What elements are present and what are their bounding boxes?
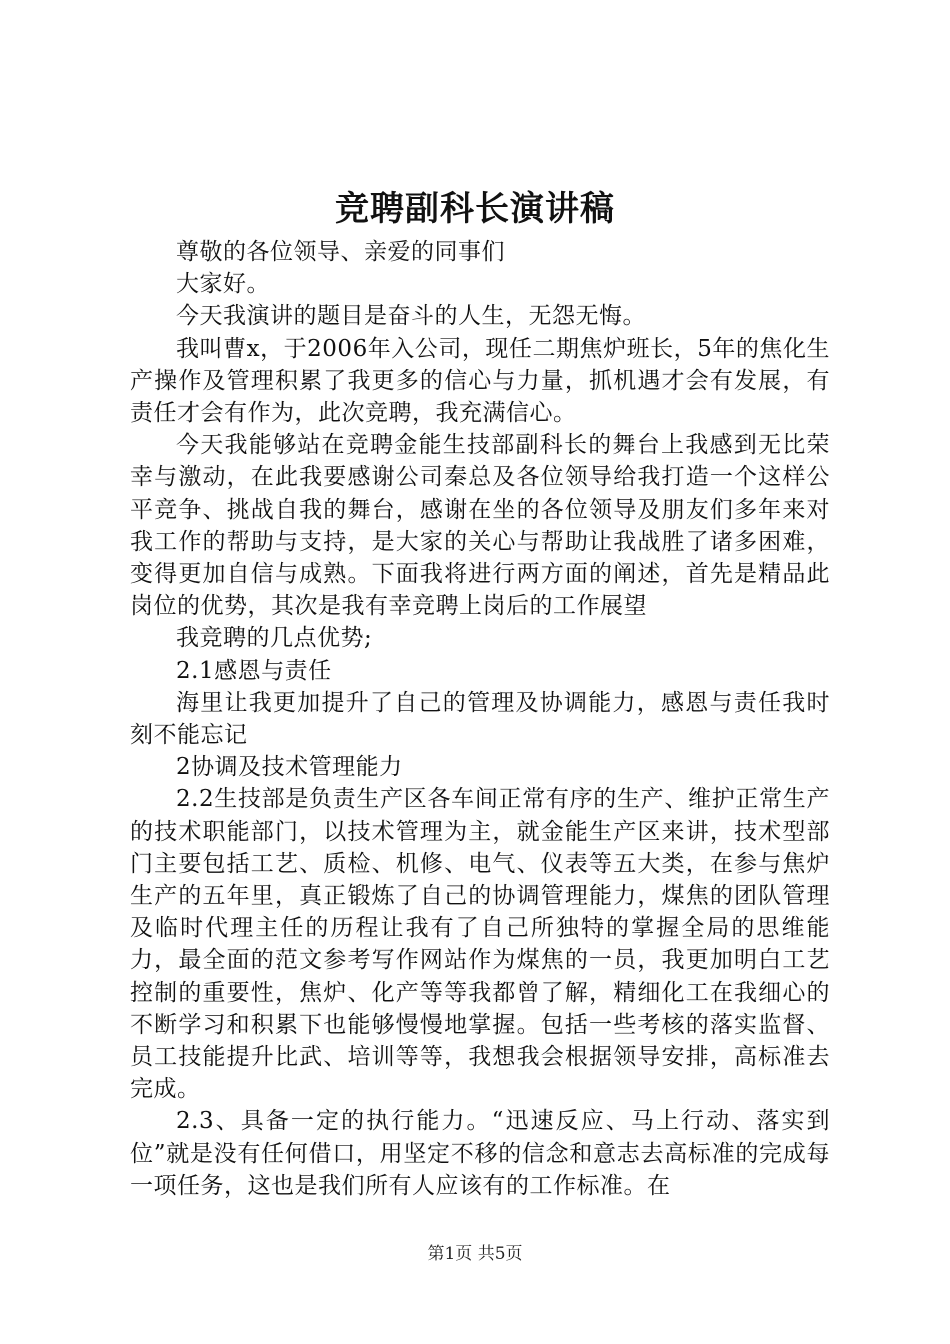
paragraph-salutation: 尊敬的各位领导、亲爱的同事们: [176, 239, 505, 265]
paragraph-section-2-2: 2.2生技部是负责生产区各车间正常有序的生产、维护正常生产的技术职能部门，以技术管理为主，就金能生产区来讲，技术型部门主要包括工艺、质检、机修、电气、仪表等五大类，在参与焦炉生产的五年里，真正锻炼了自己的协调管理能力，煤焦的团队管理及临时代理主任的历程让我有了自己所独特的掌握全局的思维能力，最全面的范文参考写作网站作为煤焦的一员，我更加明白工艺控制的重要性，焦炉、化产等等我都曾了解，精细化工在我细心的不断学习和积累下也能够慢慢地掌握。包括一些考核的落实监督、员工技能提升比武、培训等等，我想我会根据领导安排，高标准去完成。: [130, 786, 830, 1103]
paragraph-topic: 今天我演讲的题目是奋斗的人生，无怨无悔。: [176, 303, 646, 330]
paragraph-greeting: 大家好。: [176, 271, 270, 298]
document-body: [130, 236, 830, 1202]
paragraph-advantages-heading: 我竞聘的几点优势;: [176, 625, 373, 652]
paragraph-section-2: 2协调及技术管理能力: [176, 754, 403, 781]
document-title: 竞聘副科长演讲稿: [335, 189, 615, 229]
page-number: 第1页 共5页: [427, 1244, 523, 1264]
paragraph-section-2-1: 2.1感恩与责任: [176, 657, 332, 684]
paragraph-gratitude: 海里让我更加提升了自己的管理及协调能力，感恩与责任我时刻不能忘记: [130, 689, 830, 749]
paragraph-thanks: 今天我能够站在竞聘金能生技部副科长的舞台上我感到无比荣幸与激动，在此我要感谢公司秦总及各位领导给我打造一个这样公平竞争、挑战自我的舞台，感谢在坐的各位领导及朋友们多年来对我工作的帮助与支持，是大家的关心与帮助让我战胜了诸多困难，变得更加自信与成熟。下面我将进行两方面的阐述，首先是精品此岗位的优势，其次是我有幸竞聘上岗后的工作展望: [130, 432, 830, 620]
paragraph-self-intro: 我叫曹x，于2006年入公司，现任二期焦炉班长，5年的焦化生产操作及管理积累了我更多的信心与力量，抓机遇才会有发展，有责任才会有作为，此次竞聘，我充满信心。: [130, 335, 830, 427]
paragraph-section-2-3: 2.3、具备一定的执行能力。“迅速反应、马上行动、落实到位”就是没有任何借口，用坚定不移的信念和意志去高标准的完成每一项任务，这也是我们所有人应该有的工作标准。在: [130, 1108, 830, 1199]
